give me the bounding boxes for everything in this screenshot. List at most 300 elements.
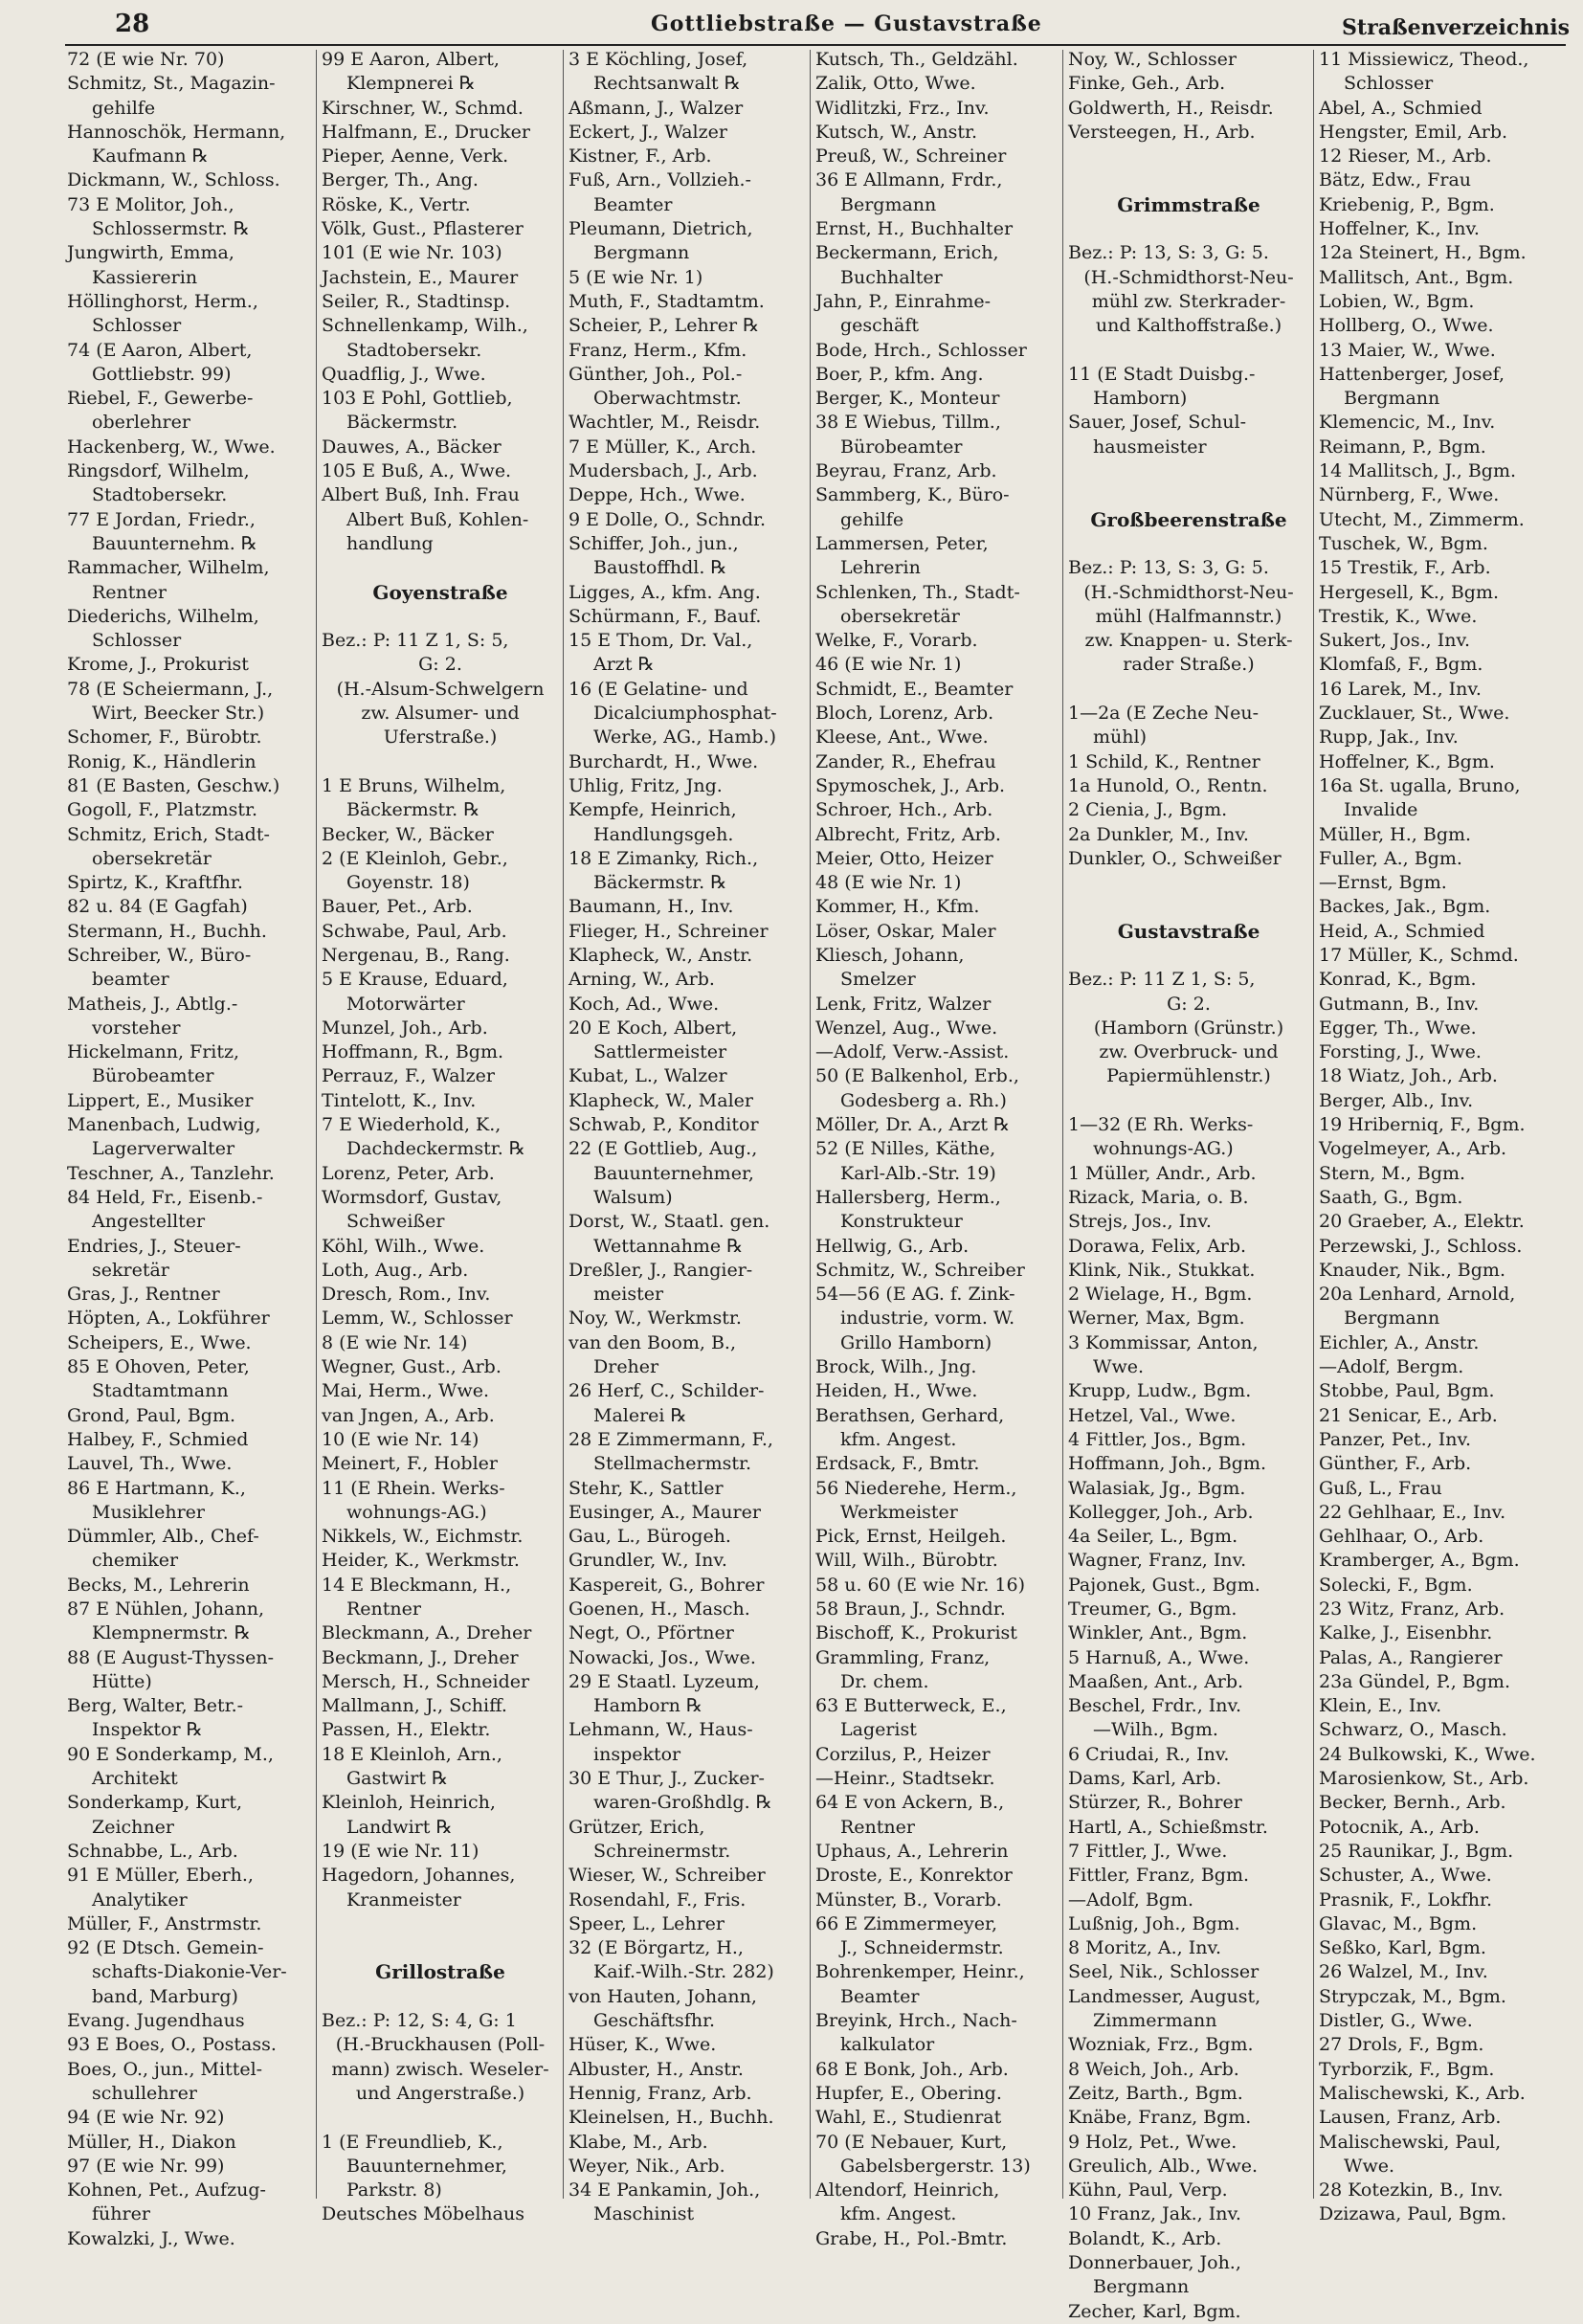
directory-line: Schmitz, St., Magazin- bbox=[67, 73, 276, 95]
directory-line: Bohrenkemper, Heinr., bbox=[815, 1961, 1025, 1983]
directory-line: 81 (E Basten, Geschw.) bbox=[67, 774, 280, 796]
directory-line: Deppe, Hch., Wwe. bbox=[569, 484, 746, 506]
directory-line: Bez.: P: 13, S: 3, G: 5. bbox=[1068, 242, 1269, 264]
directory-line: Wenzel, Aug., Wwe. bbox=[815, 1017, 998, 1039]
directory-line: mühl zw. Sterkrader- bbox=[1091, 290, 1286, 312]
directory-line: 11 (E Stadt Duisbg.- bbox=[1068, 363, 1256, 385]
directory-line: Will, Wilh., Bürobtr. bbox=[815, 1550, 998, 1572]
directory-line: Perrauz, F., Walzer bbox=[322, 1065, 495, 1087]
column-divider bbox=[1062, 50, 1063, 2199]
directory-line: Schomer, F., Bürobtr. bbox=[67, 726, 262, 749]
directory-line: Noy, W., Schlosser bbox=[1068, 49, 1237, 70]
directory-line: Wwe. bbox=[1344, 2155, 1395, 2177]
directory-line: Hagedorn, Johannes, bbox=[322, 1865, 516, 1887]
directory-line: Kistner, F., Arb. bbox=[569, 145, 712, 168]
directory-line: 88 (E August-Thyssen- bbox=[67, 1646, 275, 1668]
directory-line: Schlosser bbox=[92, 630, 182, 652]
directory-line: Hupfer, E., Obering. bbox=[815, 2082, 1002, 2104]
directory-line: Hoffelner, K., Inv. bbox=[1319, 218, 1480, 240]
directory-line: Potocnik, A., Arb. bbox=[1319, 1816, 1480, 1838]
directory-line: Welke, F., Vorarb. bbox=[815, 630, 978, 652]
directory-line: 1—32 (E Rh. Werks- bbox=[1068, 1114, 1254, 1136]
directory-line: Gau, L., Bürogeh. bbox=[569, 1526, 731, 1548]
directory-line: 4a Seiler, L., Bgm. bbox=[1068, 1526, 1238, 1548]
directory-line: Lenk, Fritz, Walzer bbox=[815, 993, 992, 1015]
directory-line: Donnerbauer, Joh., bbox=[1068, 2252, 1241, 2274]
directory-line: Heider, K., Werkmstr. bbox=[322, 1550, 520, 1572]
directory-line: Hallersberg, Herm., bbox=[815, 1186, 1001, 1208]
directory-line: 11 Missiewicz, Theod., bbox=[1319, 49, 1529, 70]
directory-line: Rizack, Maria, o. B. bbox=[1068, 1186, 1249, 1208]
directory-line: Lagerist bbox=[840, 1719, 917, 1741]
directory-line: Teschner, A., Tanzlehr. bbox=[67, 1162, 275, 1184]
directory-line: —Adolf, Verw.-Assist. bbox=[815, 1041, 1010, 1063]
directory-line: 91 E Müller, Eberh., bbox=[67, 1865, 254, 1887]
directory-line: Wormsdorf, Gustav, bbox=[322, 1186, 502, 1208]
directory-line: Manenbach, Ludwig, bbox=[67, 1114, 261, 1136]
directory-line: van den Boom, B., bbox=[569, 1331, 736, 1353]
directory-line: Konstrukteur bbox=[840, 1211, 963, 1233]
directory-line: Handlungsgeh. bbox=[593, 823, 734, 845]
directory-line: Musiklehrer bbox=[92, 1501, 205, 1523]
directory-line: Boes, O., jun., Mittel- bbox=[67, 2058, 263, 2080]
directory-line: wohnungs-AG.) bbox=[346, 1501, 487, 1523]
directory-line: Schwabe, Paul, Arb. bbox=[322, 920, 507, 942]
directory-line: Bolandt, K., Arb. bbox=[1068, 2227, 1222, 2249]
directory-line: Mudersbach, J., Arb. bbox=[569, 460, 758, 482]
directory-line: 32 (E Börgartz, H., bbox=[569, 1937, 744, 1959]
directory-line: Bez.: P: 12, S: 4, G: 1 bbox=[322, 2010, 517, 2032]
directory-line: Albert Buß, Kohlen- bbox=[346, 508, 529, 530]
directory-line: Klempnerei ℞ bbox=[346, 73, 476, 95]
street-heading: Gustavstraße bbox=[1117, 919, 1260, 943]
directory-line: 54—56 (E AG. f. Zink- bbox=[815, 1284, 1015, 1306]
directory-line: 2 Wielage, H., Bgm. bbox=[1068, 1284, 1253, 1306]
directory-line: Spirtz, K., Kraftfhr. bbox=[67, 872, 243, 894]
column-divider bbox=[810, 50, 811, 2199]
directory-line: 28 Kotezkin, B., Inv. bbox=[1319, 2179, 1504, 2201]
directory-line: kfm. Angest. bbox=[840, 2203, 957, 2225]
directory-line: Panzer, Pet., Inv. bbox=[1319, 1428, 1472, 1450]
spacer bbox=[1068, 145, 1309, 168]
directory-line: Müller, F., Anstrmstr. bbox=[67, 1912, 262, 1934]
directory-line: Lußnig, Joh., Bgm. bbox=[1068, 1912, 1240, 1934]
directory-line: sekretär bbox=[92, 1259, 169, 1281]
directory-line: Winkler, Ant., Bgm. bbox=[1068, 1622, 1248, 1644]
directory-line: Passen, H., Elektr. bbox=[322, 1719, 491, 1741]
directory-line: Becker, Bernh., Arb. bbox=[1319, 1792, 1506, 1814]
directory-line: Müller, H., Diakon bbox=[67, 2131, 236, 2153]
directory-line: Schuster, A., Wwe. bbox=[1319, 1865, 1492, 1887]
directory-line: Klabe, M., Arb. bbox=[569, 2131, 708, 2153]
directory-line: Goenen, H., Masch. bbox=[569, 1598, 750, 1620]
directory-line: Perzewski, J., Schloss. bbox=[1319, 1235, 1523, 1257]
directory-line: und Kalthoffstraße.) bbox=[1095, 315, 1282, 337]
directory-line: Knauder, Nik., Bgm. bbox=[1319, 1259, 1505, 1281]
directory-line: Grundler, W., Inv. bbox=[569, 1550, 727, 1572]
directory-line: Diederichs, Wilhelm, bbox=[67, 605, 259, 627]
directory-line: 72 (E wie Nr. 70) bbox=[67, 49, 225, 70]
street-heading: Grillostraße bbox=[375, 1960, 505, 1984]
directory-line: 8 Moritz, A., Inv. bbox=[1068, 1937, 1222, 1959]
directory-line: Beyrau, Franz, Arb. bbox=[815, 460, 997, 482]
directory-line: Kleese, Ant., Wwe. bbox=[815, 726, 989, 749]
directory-line: Dicalciumphosphat- bbox=[593, 703, 777, 725]
directory-line: Lehrerin bbox=[840, 557, 921, 579]
directory-line: Fuß, Arn., Vollzieh.- bbox=[569, 169, 751, 191]
directory-line: Grabe, H., Pol.-Bmtr. bbox=[815, 2227, 1008, 2249]
directory-line: 2 Cienia, J., Bgm. bbox=[1068, 799, 1228, 821]
directory-line: Münster, B., Vorarb. bbox=[815, 1888, 1002, 1911]
directory-line: 20 E Koch, Albert, bbox=[569, 1017, 738, 1039]
directory-line: Wozniak, Frz., Bgm. bbox=[1068, 2034, 1254, 2056]
directory-line: Arning, W., Arb. bbox=[569, 969, 715, 991]
directory-line: (H.-Schmidthorst-Neu- bbox=[1083, 581, 1294, 603]
directory-line: Krome, J., Prokurist bbox=[67, 654, 249, 676]
directory-line: 16a St. ugalla, Bruno, bbox=[1319, 774, 1521, 796]
directory-line: 66 E Zimmermeyer, bbox=[815, 1912, 998, 1934]
spacer bbox=[1068, 168, 1309, 192]
directory-line: Noy, W., Werkmstr. bbox=[569, 1307, 742, 1330]
column-1 bbox=[67, 48, 311, 2249]
directory-line: Zecher, Karl, Bgm. bbox=[1068, 2300, 1241, 2322]
directory-line: 19 (E wie Nr. 11) bbox=[322, 1840, 479, 1862]
directory-line: Stobbe, Paul, Bgm. bbox=[1319, 1380, 1495, 1402]
directory-line: G: 2. bbox=[418, 654, 462, 676]
directory-line: Albuster, H., Anstr. bbox=[569, 2058, 744, 2080]
directory-line: 22 Gehlhaar, E., Inv. bbox=[1319, 1501, 1506, 1523]
directory-line: waren-Großhdlg. ℞ bbox=[593, 1792, 772, 1814]
directory-line: Schmitz, Erich, Stadt- bbox=[67, 823, 270, 845]
directory-line: Tintelott, K., Inv. bbox=[322, 1089, 477, 1111]
directory-line: Sauer, Josef, Schul- bbox=[1068, 412, 1247, 434]
directory-line: Rentner bbox=[92, 581, 167, 603]
spacer bbox=[1068, 944, 1309, 968]
column-divider bbox=[563, 50, 564, 2199]
directory-line: 1 (E Freundlieb, K., bbox=[322, 2131, 503, 2153]
directory-line: Distler, G., Wwe. bbox=[1319, 2010, 1473, 2032]
directory-line: Wirt, Beecker Str.) bbox=[92, 703, 265, 725]
directory-line: Finke, Geh., Arb. bbox=[1068, 73, 1226, 95]
directory-line: Zeitz, Barth., Bgm. bbox=[1068, 2082, 1243, 2104]
directory-line: Preuß, W., Schreiner bbox=[815, 145, 1007, 168]
directory-line: 7 E Wiederhold, K., bbox=[322, 1114, 502, 1136]
directory-line: Ligges, A., kfm. Ang. bbox=[569, 581, 761, 603]
directory-line: 21 Senicar, E., Arb. bbox=[1319, 1404, 1498, 1426]
directory-line: 78 (E Scheiermann, J., bbox=[67, 678, 274, 700]
column-divider bbox=[316, 50, 317, 2199]
directory-line: vorsteher bbox=[92, 1017, 181, 1039]
directory-line: Bauunternehm. ℞ bbox=[92, 532, 257, 554]
directory-line: Breyink, Hrch., Nach- bbox=[815, 2010, 1017, 2032]
directory-line: 56 Niederehe, Herm., bbox=[815, 1477, 1017, 1499]
directory-line: Kutsch, W., Anstr. bbox=[815, 121, 978, 143]
directory-line: Tyrborzik, F., Bgm. bbox=[1319, 2058, 1495, 2080]
directory-line: Mallitsch, Ant., Bgm. bbox=[1319, 266, 1514, 288]
directory-line: Munzel, Joh., Arb. bbox=[322, 1017, 488, 1039]
directory-line: Lemm, W., Schlosser bbox=[322, 1307, 513, 1330]
directory-line: 46 (E wie Nr. 1) bbox=[815, 654, 962, 676]
directory-line: Mallmann, J., Schiff. bbox=[322, 1695, 507, 1717]
directory-line: Wachtler, M., Reisdr. bbox=[569, 412, 761, 434]
directory-line: Corzilus, P., Heizer bbox=[815, 1743, 991, 1765]
page-title: Gottliebstraße — Gustavstraße bbox=[651, 11, 1042, 36]
directory-line: Speer, L., Lehrer bbox=[569, 1912, 725, 1934]
directory-line: Egger, Th., Wwe. bbox=[1319, 1017, 1477, 1039]
directory-line: Wieser, W., Schreiber bbox=[569, 1865, 766, 1887]
directory-line: Klemencic, M., Inv. bbox=[1319, 412, 1496, 434]
directory-line: Klein, E., Inv. bbox=[1319, 1695, 1442, 1717]
directory-line: Versteegen, H., Arb. bbox=[1068, 121, 1256, 143]
directory-line: Goldwerth, H., Reisdr. bbox=[1068, 97, 1274, 119]
directory-line: Loth, Aug., Arb. bbox=[322, 1259, 469, 1281]
directory-line: 99 E Aaron, Albert, bbox=[322, 49, 500, 70]
directory-line: Hamborn ℞ bbox=[593, 1695, 702, 1717]
directory-line: handlung bbox=[346, 532, 434, 554]
directory-line: gehilfe bbox=[840, 508, 904, 530]
directory-line: Köhl, Wilh., Wwe. bbox=[322, 1235, 485, 1257]
directory-line: 4 Fittler, Jos., Bgm. bbox=[1068, 1428, 1247, 1450]
directory-line: Werke, AG., Hamb.) bbox=[593, 726, 777, 749]
directory-line: Beamter bbox=[593, 193, 673, 215]
directory-line: Negt, O., Pförtner bbox=[569, 1622, 734, 1644]
directory-line: Kliesch, Johann, bbox=[815, 944, 965, 966]
directory-line: Beckmann, J., Dreher bbox=[322, 1646, 519, 1668]
directory-line: Wettannahme ℞ bbox=[593, 1235, 744, 1257]
directory-line: Bergmann bbox=[1344, 388, 1440, 410]
directory-line: 8 Weich, Joh., Arb. bbox=[1068, 2058, 1239, 2080]
directory-line: Eusinger, A., Maurer bbox=[569, 1501, 761, 1523]
directory-line: Lammersen, Peter, bbox=[815, 532, 989, 554]
directory-line: Wwe. bbox=[1093, 1356, 1145, 1378]
directory-line: Malerei ℞ bbox=[593, 1404, 687, 1426]
directory-line: 26 Walzel, M., Inv. bbox=[1319, 1961, 1488, 1983]
directory-line: Hergesell, K., Bgm. bbox=[1319, 581, 1500, 603]
directory-line: 74 (E Aaron, Albert, bbox=[67, 339, 253, 361]
directory-line: Hannoschök, Hermann, bbox=[67, 121, 286, 143]
directory-line: 18 E Zimanky, Rich., bbox=[569, 847, 759, 869]
directory-line: Bez.: P: 11 Z 1, S: 5, bbox=[322, 630, 509, 652]
directory-line: Mersch, H., Schneider bbox=[322, 1670, 530, 1692]
directory-line: Lehmann, W., Haus- bbox=[569, 1719, 753, 1741]
directory-line: 29 E Staatl. Lyzeum, bbox=[569, 1670, 760, 1692]
directory-line: 38 E Wiebus, Tillm., bbox=[815, 412, 1001, 434]
directory-line: 93 E Boes, O., Postass. bbox=[67, 2034, 277, 2056]
directory-line: Architekt bbox=[92, 1768, 178, 1790]
directory-line: 52 (E Nilles, Käthe, bbox=[815, 1138, 996, 1160]
directory-line: Bürobeamter bbox=[92, 1065, 214, 1087]
directory-line: Lausen, Franz, Arb. bbox=[1319, 2107, 1502, 2129]
directory-line: Beschel, Frdr., Inv. bbox=[1068, 1695, 1242, 1717]
directory-line: Altendorf, Heinrich, bbox=[815, 2179, 1000, 2201]
directory-line: Hattenberger, Josef, bbox=[1319, 363, 1505, 385]
directory-line: Brock, Wilh., Jng. bbox=[815, 1356, 977, 1378]
directory-line: Evang. Jugendhaus bbox=[67, 2010, 245, 2032]
directory-line: Glavac, M., Bgm. bbox=[1319, 1912, 1478, 1934]
directory-line: Fuller, A., Bgm. bbox=[1319, 847, 1462, 869]
directory-line: Sukert, Jos., Inv. bbox=[1319, 630, 1470, 652]
directory-line: 97 (E wie Nr. 99) bbox=[67, 2155, 225, 2177]
page-header bbox=[67, 6, 1570, 44]
directory-line: Gras, J., Rentner bbox=[67, 1284, 220, 1306]
directory-line: Baustoffhdl. ℞ bbox=[593, 557, 727, 579]
directory-line: Lobien, W., Bgm. bbox=[1319, 290, 1475, 312]
directory-line: 58 Braun, J., Schndr. bbox=[815, 1598, 1006, 1620]
directory-line: Reimann, P., Bgm. bbox=[1319, 436, 1486, 458]
directory-line: Matheis, J., Abtlg.- bbox=[67, 993, 238, 1015]
directory-line: meister bbox=[593, 1284, 664, 1306]
directory-line: 28 E Zimmermann, F., bbox=[569, 1428, 773, 1450]
directory-line: Kleinloh, Heinrich, bbox=[322, 1792, 496, 1814]
directory-line: Beckermann, Erich, bbox=[815, 242, 999, 264]
directory-line: Abel, A., Schmied bbox=[1319, 97, 1483, 119]
directory-line: Hengster, Emil, Arb. bbox=[1319, 121, 1508, 143]
spacer bbox=[1068, 532, 1309, 556]
directory-line: Oberwachtmstr. bbox=[593, 388, 742, 410]
directory-line: Treumer, G., Bgm. bbox=[1068, 1598, 1237, 1620]
directory-line: Schlenken, Th., Stadt- bbox=[815, 581, 1020, 603]
directory-line: inspektor bbox=[593, 1743, 681, 1765]
directory-line: Rupp, Jak., Inv. bbox=[1319, 726, 1459, 749]
directory-line: oberlehrer bbox=[92, 412, 190, 434]
directory-line: Meier, Otto, Heizer bbox=[815, 847, 993, 869]
column-6 bbox=[1319, 48, 1570, 2225]
directory-line: 30 E Thur, J., Zucker- bbox=[569, 1768, 765, 1790]
directory-line: führer bbox=[92, 2203, 150, 2225]
directory-line: 14 Mallitsch, J., Bgm. bbox=[1319, 460, 1517, 482]
directory-line: 22 (E Gottlieb, Aug., bbox=[569, 1138, 758, 1160]
directory-line: 13 Maier, W., Wwe. bbox=[1319, 339, 1496, 361]
directory-line: Berger, Th., Ang. bbox=[322, 169, 479, 191]
directory-line: Dzizawa, Paul, Bgm. bbox=[1319, 2203, 1507, 2225]
directory-line: Seel, Nik., Schlosser bbox=[1068, 1961, 1260, 1983]
spacer bbox=[322, 1936, 559, 1960]
directory-line: mühl) bbox=[1093, 726, 1147, 749]
directory-line: Seßko, Karl, Bgm. bbox=[1319, 1937, 1486, 1959]
directory-line: Bauer, Pet., Arb. bbox=[322, 896, 473, 918]
directory-line: Kaufmann ℞ bbox=[92, 145, 209, 168]
directory-line: Palas, A., Rangierer bbox=[1319, 1646, 1503, 1668]
directory-line: Goyenstr. 18) bbox=[346, 872, 470, 894]
directory-line: Bergmann bbox=[1093, 2276, 1190, 2298]
directory-line: Klapheck, W., Anstr. bbox=[569, 944, 753, 966]
street-heading: Grimmstraße bbox=[1117, 192, 1260, 216]
directory-line: 1 E Bruns, Wilhelm, bbox=[322, 774, 506, 796]
directory-line: Konrad, K., Bgm. bbox=[1319, 969, 1477, 991]
directory-line: Kutsch, Th., Geldzähl. bbox=[815, 49, 1018, 70]
spacer bbox=[1068, 339, 1309, 363]
directory-line: 11 (E Rhein. Werks- bbox=[322, 1477, 505, 1499]
directory-line: 94 (E wie Nr. 92) bbox=[67, 2107, 225, 2129]
directory-line: Bauunternehmer, bbox=[593, 1162, 754, 1184]
directory-line: Malischewski, K., Arb. bbox=[1319, 2082, 1526, 2104]
directory-line: Werkmeister bbox=[840, 1501, 958, 1523]
directory-line: Hoffelner, K., Bgm. bbox=[1319, 750, 1495, 772]
directory-line: (H.-Bruckhausen (Poll- bbox=[335, 2034, 546, 2056]
directory-line: 10 Franz, Jak., Inv. bbox=[1068, 2203, 1241, 2225]
directory-line: Schlosser bbox=[92, 315, 182, 337]
directory-line: Franz, Herm., Kfm. bbox=[569, 339, 747, 361]
directory-line: Bergmann bbox=[1344, 1307, 1440, 1330]
directory-line: Völk, Gust., Pflasterer bbox=[322, 218, 524, 240]
directory-line: 15 E Thom, Dr. Val., bbox=[569, 630, 753, 652]
directory-line: 20a Lenhard, Arnold, bbox=[1319, 1284, 1516, 1306]
directory-line: Quadflig, J., Wwe. bbox=[322, 363, 486, 385]
directory-line: 16 (E Gelatine- und bbox=[569, 678, 748, 700]
directory-line: Bloch, Lorenz, Arb. bbox=[815, 703, 994, 725]
directory-line: Strypczak, M., Bgm. bbox=[1319, 1985, 1506, 2007]
directory-line: 77 E Jordan, Friedr., bbox=[67, 508, 256, 530]
directory-line: Sammberg, K., Büro- bbox=[815, 484, 1010, 506]
directory-line: Endries, J., Steuer- bbox=[67, 1235, 241, 1257]
directory-line: 23a Gündel, P., Bgm. bbox=[1319, 1670, 1510, 1692]
directory-line: Bischoff, K., Prokurist bbox=[815, 1622, 1017, 1644]
directory-line: Berg, Walter, Betr.- bbox=[67, 1695, 244, 1717]
directory-line: 3 E Köchling, Josef, bbox=[569, 49, 748, 70]
directory-line: Karl-Alb.-Str. 19) bbox=[840, 1162, 996, 1184]
directory-line: Gutmann, B., Inv. bbox=[1319, 993, 1480, 1015]
directory-line: geschäft bbox=[840, 315, 920, 337]
directory-line: Berger, K., Monteur bbox=[815, 388, 1000, 410]
directory-line: Klapheck, W., Maler bbox=[569, 1089, 753, 1111]
directory-line: Hütte) bbox=[92, 1670, 152, 1692]
directory-line: Kaif.-Wilh.-Str. 282) bbox=[593, 1961, 774, 1983]
directory-line: 2 (E Kleinloh, Gebr., bbox=[322, 847, 508, 869]
directory-line: 50 (E Balkenhol, Erb., bbox=[815, 1065, 1019, 1087]
directory-line: Schlosser bbox=[1344, 73, 1434, 95]
directory-line: Wagner, Franz, Inv. bbox=[1068, 1550, 1247, 1572]
directory-line: Krupp, Ludw., Bgm. bbox=[1068, 1380, 1252, 1402]
spacer bbox=[322, 1985, 559, 2009]
directory-line: —Heinr., Stadtsekr. bbox=[815, 1768, 995, 1790]
directory-line: Inspektor ℞ bbox=[92, 1719, 203, 1741]
directory-line: Lorenz, Peter, Arb. bbox=[322, 1162, 495, 1184]
directory-line: Maschinist bbox=[593, 2203, 695, 2225]
directory-line: Kalke, J., Eisenbhr. bbox=[1319, 1622, 1493, 1644]
directory-line: Stehr, K., Sattler bbox=[569, 1477, 724, 1499]
directory-line: Rechtsanwalt ℞ bbox=[593, 73, 741, 95]
directory-line: Dümmler, Alb., Chef- bbox=[67, 1526, 259, 1548]
directory-line: industrie, vorm. W. bbox=[840, 1307, 1015, 1330]
directory-line: Kommer, H., Kfm. bbox=[815, 896, 980, 918]
directory-line: Kollegger, Joh., Arb. bbox=[1068, 1501, 1254, 1523]
directory-line: 101 (E wie Nr. 103) bbox=[322, 242, 502, 264]
directory-line: Rentner bbox=[346, 1598, 421, 1620]
directory-line: Rentner bbox=[840, 1816, 915, 1838]
directory-line: Kohnen, Pet., Aufzug- bbox=[67, 2179, 266, 2201]
directory-line: Schwarz, O., Masch. bbox=[1319, 1719, 1507, 1741]
directory-line: schafts-Diakonie-Ver- bbox=[92, 1961, 287, 1983]
directory-line: Schiffer, Joh., jun., bbox=[569, 532, 739, 554]
directory-line: 8 (E wie Nr. 14) bbox=[322, 1331, 468, 1353]
directory-line: 73 E Molitor, Joh., bbox=[67, 193, 234, 215]
directory-line: Uferstraße.) bbox=[383, 726, 498, 749]
directory-line: Hoffmann, R., Bgm. bbox=[322, 1041, 504, 1063]
directory-line: wohnungs-AG.) bbox=[1093, 1138, 1234, 1160]
directory-line: Hamborn) bbox=[1093, 388, 1188, 410]
directory-line: Flieger, H., Schreiner bbox=[569, 920, 769, 942]
directory-line: Bez.: P: 13, S: 3, G: 5. bbox=[1068, 557, 1269, 579]
directory-line: 5 (E wie Nr. 1) bbox=[569, 266, 703, 288]
directory-line: 68 E Bonk, Joh., Arb. bbox=[815, 2058, 1009, 2080]
directory-line: Stern, M., Bgm. bbox=[1319, 1162, 1466, 1184]
directory-line: Parkstr. 8) bbox=[346, 2179, 442, 2201]
directory-line: und Angerstraße.) bbox=[355, 2082, 525, 2104]
directory-line: Strejs, Jos., Inv. bbox=[1068, 1211, 1212, 1233]
directory-line: Grond, Paul, Bgm. bbox=[67, 1404, 236, 1426]
directory-line: 23 Witz, Franz, Arb. bbox=[1319, 1598, 1505, 1620]
directory-line: 90 E Sonderkamp, M., bbox=[67, 1743, 274, 1765]
